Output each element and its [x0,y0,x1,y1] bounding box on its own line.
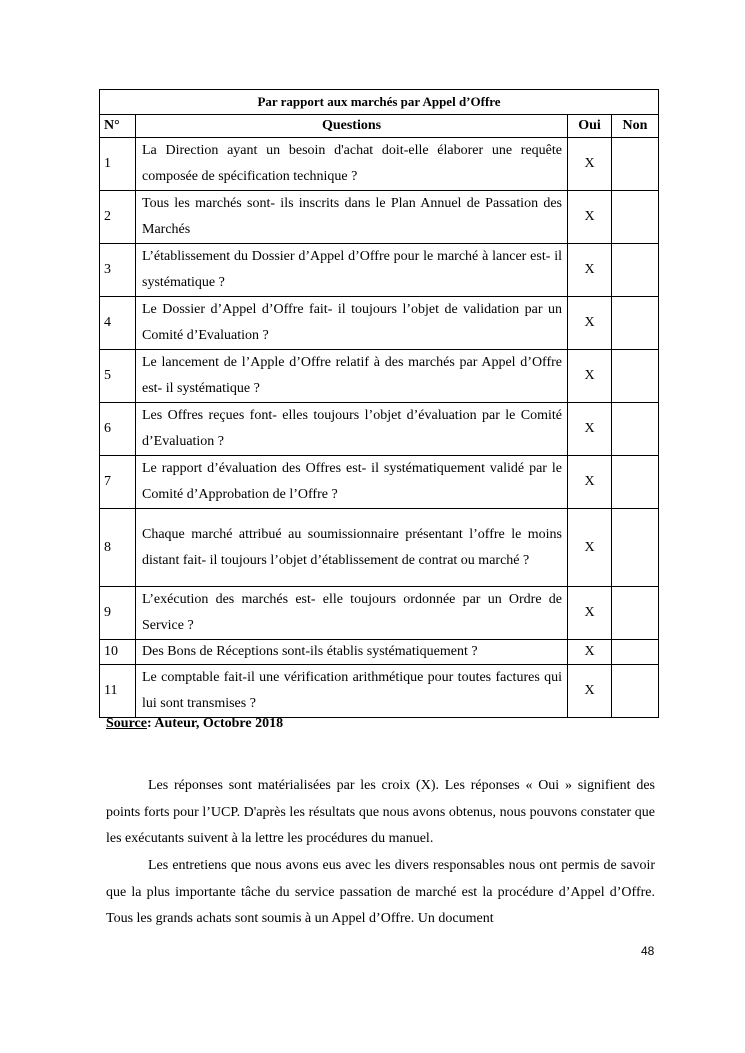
row-num: 7 [100,456,136,509]
source-label: Source [106,716,147,731]
table-title: Par rapport aux marchés par Appel d’Offre [100,90,659,115]
row-oui: X [568,191,612,244]
row-question: Des Bons de Réceptions sont-ils établis systématiquement ? [136,640,568,665]
row-num: 3 [100,244,136,297]
row-non [612,297,659,350]
table-row [100,244,659,297]
row-oui: X [568,403,612,456]
header-non: Non [612,115,659,138]
row-question: Tous les marchés sont- ils inscrits dans le Plan Annuel de Passation des Marchés [136,191,568,244]
table-header-row [100,115,659,138]
row-num: 10 [100,640,136,665]
row-oui: X [568,244,612,297]
row-question: L’exécution des marchés est- elle toujours ordonnée par un Ordre de Service ? [136,587,568,640]
row-question: Les Offres reçues font- elles toujours l’objet d’évaluation par le Comité d’Evaluation ? [136,403,568,456]
body-paragraph: Les entretiens que nous avons eus avec les divers responsables nous ont permis de savoir que la plus importante tâche du service passation de marché est la procédure d’Appel d’Offre. Tous les grands achats sont soumis à un Appel d’Offre. Un document [106,858,655,926]
row-question: Le Dossier d’Appel d’Offre fait- il toujours l’objet de validation par un Comité d’Evaluation ? [136,297,568,350]
source-text: : Auteur, Octobre 2018 [146,716,284,731]
row-non [612,509,659,587]
table-row [100,665,659,718]
row-oui: X [568,509,612,587]
table-row [100,297,659,350]
header-question: Questions [136,115,568,138]
body-paragraph: Les réponses sont matérialisées par les croix (X). Les réponses « Oui » signifient des points forts pour l’UCP. D'après les résultats que nous avons obtenus, nous pouvons constater que les exécutants suivent à la lettre les procédures du manuel. [106,778,655,846]
row-question: Le rapport d’évaluation des Offres est- il systématiquement validé par le Comité d’Approbation de l’Offre ? [136,456,568,509]
questionnaire-table [99,89,659,718]
header-oui: Oui [568,115,612,138]
table-row [100,403,659,456]
row-non [612,640,659,665]
table-row [100,640,659,665]
row-num: 2 [100,191,136,244]
header-num: N° [100,115,136,138]
row-non [612,403,659,456]
table-row [100,350,659,403]
row-non [612,350,659,403]
row-non [612,456,659,509]
row-oui: X [568,138,612,191]
row-non [612,587,659,640]
page-number: 48 [641,944,655,958]
row-oui: X [568,665,612,718]
row-non [612,665,659,718]
row-oui: X [568,297,612,350]
row-non [612,191,659,244]
row-question: L’établissement du Dossier d’Appel d’Offre pour le marché à lancer est- il systématique ? [136,244,568,297]
row-question: Chaque marché attribué au soumissionnaire présentant l’offre le moins distant fait- il toujours l’objet d’établissement de contrat ou marché ? [136,509,568,587]
row-num: 4 [100,297,136,350]
row-oui: X [568,456,612,509]
row-num: 5 [100,350,136,403]
row-num: 1 [100,138,136,191]
row-num: 11 [100,665,136,718]
table-title-row [100,90,659,115]
row-non [612,138,659,191]
table-row [100,587,659,640]
row-oui: X [568,640,612,665]
row-question: Le lancement de l’Apple d’Offre relatif à des marchés par Appel d’Offre est- il systématique ? [136,350,568,403]
table-row [100,509,659,587]
row-num: 8 [100,509,136,587]
row-oui: X [568,350,612,403]
table-row [100,138,659,191]
row-num: 6 [100,403,136,456]
table-row [100,191,659,244]
source-caption [106,716,283,732]
row-question: Le comptable fait-il une vérification arithmétique pour toutes factures qui lui sont transmises ? [136,665,568,718]
row-oui: X [568,587,612,640]
table-row [100,456,659,509]
row-non [612,244,659,297]
row-num: 9 [100,587,136,640]
row-question: La Direction ayant un besoin d'achat doit-elle élaborer une requête composée de spécification technique ? [136,138,568,191]
